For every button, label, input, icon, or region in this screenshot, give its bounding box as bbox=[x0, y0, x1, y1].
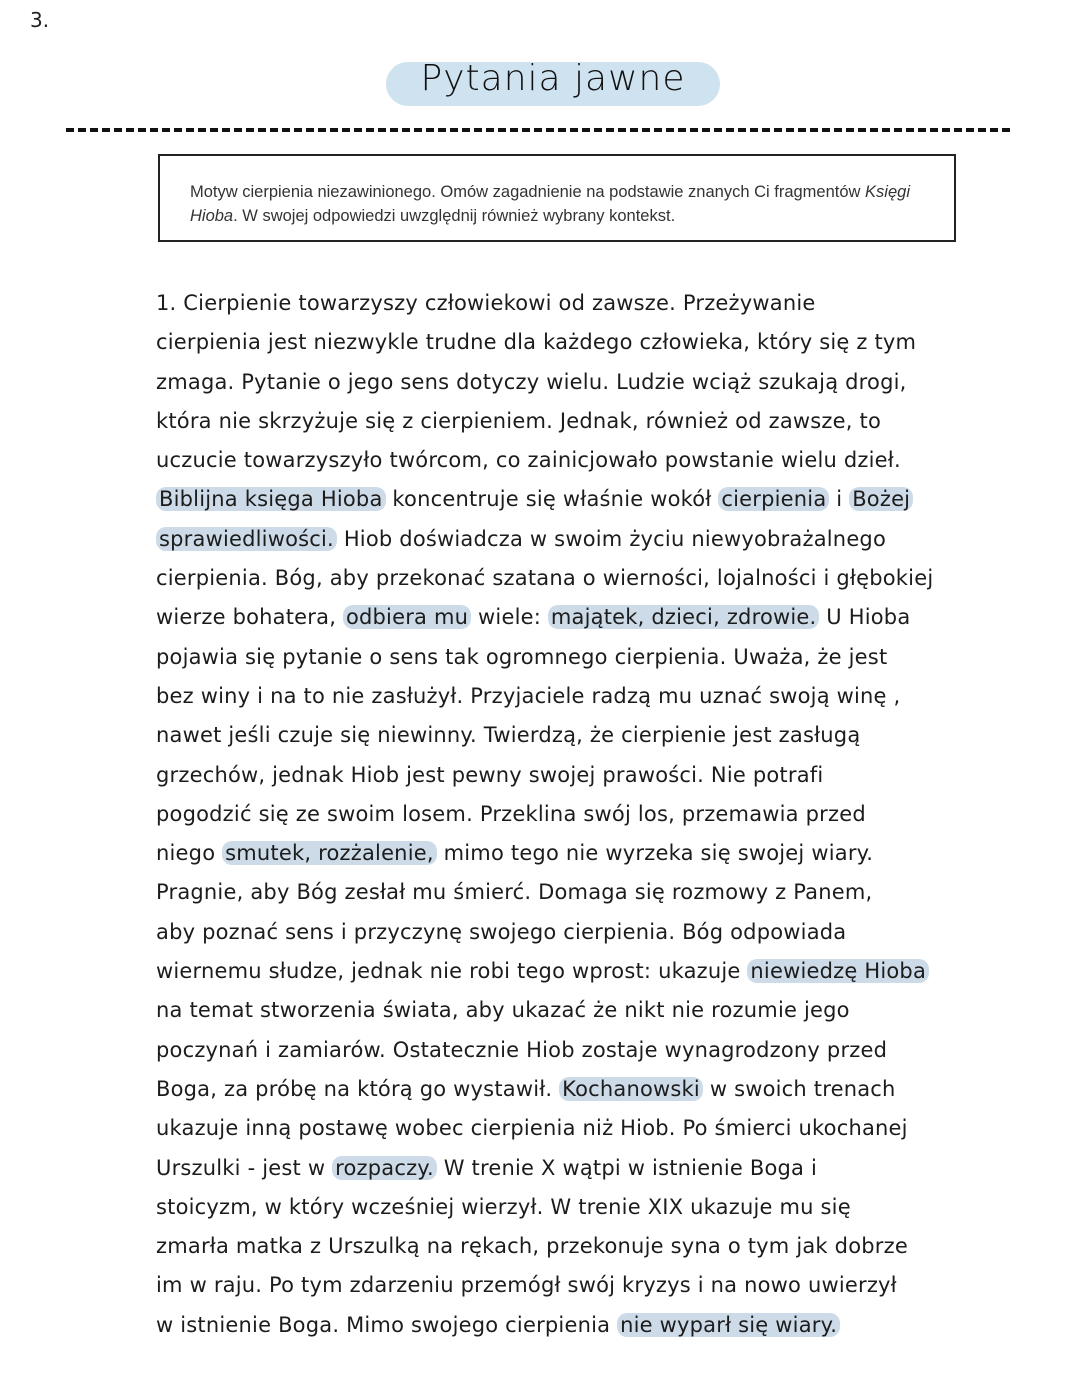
essay-text: niego bbox=[156, 841, 223, 866]
essay-text: wierze bohatera, bbox=[156, 605, 343, 630]
essay-line bbox=[156, 638, 956, 677]
essay-text: Pragnie, aby Bóg zesłał mu śmierć. Domaga się rozmowy z Panem, bbox=[156, 880, 873, 905]
essay-line bbox=[156, 873, 956, 912]
essay-text: W trenie X wątpi w istnienie Boga i bbox=[436, 1155, 818, 1180]
essay-text: na temat stworzenia świata, aby ukazać że nikt nie rozumie jego bbox=[156, 998, 850, 1023]
essay-text: grzechów, jednak Hiob jest pewny swojej prawości. Nie potrafi bbox=[156, 762, 824, 787]
essay-line bbox=[156, 716, 956, 755]
essay-text: koncentruje się właśnie wokół bbox=[385, 487, 719, 512]
essay-line bbox=[156, 1070, 956, 1109]
essay-line bbox=[156, 1266, 956, 1305]
essay-text: cierpienia jest niezwykle trudne dla każdego człowieka, który się z tym bbox=[156, 330, 917, 355]
essay-line bbox=[156, 913, 956, 952]
essay-text: zmaga. Pytanie o jego sens dotyczy wielu. Ludzie wciąż szukają drogi, bbox=[156, 369, 907, 394]
essay-line bbox=[156, 480, 956, 519]
essay-line bbox=[156, 441, 956, 480]
essay-line bbox=[156, 363, 956, 402]
essay-text: która nie skrzyżuje się z cierpieniem. Jednak, również od zawsze, to bbox=[156, 408, 881, 433]
essay-line bbox=[156, 323, 956, 362]
essay-text: nawet jeśli czuje się niewinny. Twierdzą, że cierpienie jest zasługą bbox=[156, 723, 861, 748]
essay-answer bbox=[156, 284, 956, 1345]
highlighted-phrase: rozpaczy. bbox=[332, 1156, 437, 1180]
essay-text: U Hioba bbox=[819, 605, 911, 630]
essay-line bbox=[156, 991, 956, 1030]
essay-text: zmarła matka z Urszulką na rękach, przekonuje syna o tym jak dobrze bbox=[156, 1234, 908, 1259]
essay-line bbox=[156, 834, 956, 873]
highlighted-phrase: Bożej bbox=[849, 487, 913, 511]
essay-text: im w raju. Po tym zdarzeniu przemógł swój kryzys i na nowo uwierzył bbox=[156, 1273, 897, 1298]
essay-text: wiele: bbox=[471, 605, 548, 630]
task-book-title: Księgi Hioba bbox=[190, 183, 910, 225]
task-text-part2: . W swojej odpowiedzi uwzględnij również wybrany kontekst. bbox=[233, 207, 676, 225]
essay-line bbox=[156, 1149, 956, 1188]
highlighted-phrase: nie wyparł się wiary. bbox=[617, 1313, 840, 1337]
essay-text: uczucie towarzyszyło twórcom, co zainicjowało powstanie wielu dzieł. bbox=[156, 448, 901, 473]
essay-text: poczynań i zamiarów. Ostatecznie Hiob zostaje wynagrodzony przed bbox=[156, 1037, 888, 1062]
page-title: Pytania jawne bbox=[420, 58, 686, 99]
essay-text: stoicyzm, w który wcześniej wierzył. W trenie XIX ukazuje mu się bbox=[156, 1194, 851, 1219]
essay-line bbox=[156, 1109, 956, 1148]
highlighted-phrase: Kochanowski bbox=[559, 1077, 703, 1101]
highlighted-phrase: smutek, rozżalenie, bbox=[222, 841, 437, 865]
essay-text: Boga, za próbę na którą go wystawił. bbox=[156, 1076, 560, 1101]
essay-text: bez winy i na to nie zasłużył. Przyjaciele radzą mu uznać swoją winę , bbox=[156, 683, 901, 708]
essay-line bbox=[156, 559, 956, 598]
essay-line bbox=[156, 795, 956, 834]
highlighted-phrase: sprawiedliwości. bbox=[156, 527, 337, 551]
task-text-part1: Motyw cierpienia niezawinionego. Omów zagadnienie na podstawie znanych Ci fragmentów bbox=[190, 183, 866, 201]
essay-line bbox=[156, 284, 956, 323]
essay-text: aby poznać sens i przyczynę swojego cierpienia. Bóg odpowiada bbox=[156, 919, 847, 944]
essay-text: wiernemu słudze, jednak nie robi tego wprost: ukazuje bbox=[156, 959, 748, 984]
essay-line bbox=[156, 520, 956, 559]
essay-text: Hiob doświadcza w swoim życiu niewyobrażalnego bbox=[336, 526, 887, 551]
essay-text: cierpienia. Bóg, aby przekonać szatana o wierności, lojalności i głębokiej bbox=[156, 566, 934, 591]
essay-line bbox=[156, 598, 956, 637]
essay-text: w swoich trenach bbox=[702, 1076, 896, 1101]
essay-line bbox=[156, 1306, 956, 1345]
essay-text: i bbox=[829, 487, 850, 512]
essay-text: 1. Cierpienie towarzyszy człowiekowi od zawsze. Przeżywanie bbox=[156, 291, 816, 315]
highlighted-phrase: majątek, dzieci, zdrowie. bbox=[548, 605, 820, 629]
highlighted-phrase: cierpienia bbox=[718, 487, 829, 511]
essay-text: mimo tego nie wyrzeka się swojej wiary. bbox=[436, 841, 874, 866]
essay-line bbox=[156, 1031, 956, 1070]
essay-line bbox=[156, 952, 956, 991]
essay-text: pogodzić się ze swoim losem. Przeklina swój los, przemawia przed bbox=[156, 801, 866, 826]
dashed-divider bbox=[66, 128, 1010, 132]
essay-line bbox=[156, 1188, 956, 1227]
highlighted-phrase: niewiedzę Hioba bbox=[747, 959, 929, 983]
task-text bbox=[190, 180, 924, 228]
highlighted-phrase: Biblijna księga Hioba bbox=[156, 487, 386, 511]
essay-line bbox=[156, 756, 956, 795]
essay-text: Urszulki - jest w bbox=[156, 1155, 333, 1180]
task-box bbox=[158, 154, 956, 242]
essay-line bbox=[156, 677, 956, 716]
essay-line bbox=[156, 1227, 956, 1266]
essay-text: w istnienie Boga. Mimo swojego cierpienia bbox=[156, 1312, 618, 1337]
essay-line bbox=[156, 402, 956, 441]
page-number: 3. bbox=[30, 8, 50, 32]
essay-text: pojawia się pytanie o sens tak ogromnego cierpienia. Uważa, że jest bbox=[156, 644, 888, 669]
highlighted-phrase: odbiera mu bbox=[343, 605, 471, 629]
essay-text: ukazuje inną postawę wobec cierpienia niż Hiob. Po śmierci ukochanej bbox=[156, 1116, 908, 1141]
